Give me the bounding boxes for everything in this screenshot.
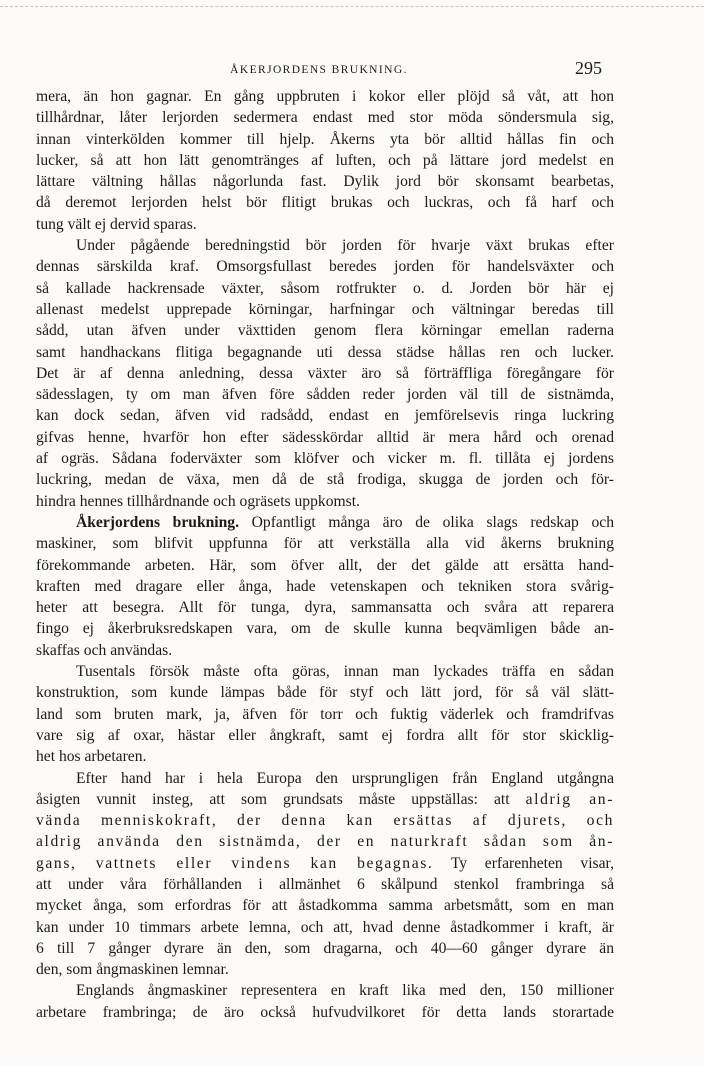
page-number: 295	[575, 58, 602, 78]
text-line: sådd, utan äfven under växttiden genom flera körningar emellan raderna	[36, 322, 614, 340]
spaced-text: aldrig an-	[525, 790, 614, 808]
text-line: arbetare frambringa; de äro också hufvudvilkoret för detta lands storartade	[36, 1003, 614, 1021]
text-line: förekommande arbeten. Här, som öfver allt, der det gälde att ersätta hand-	[36, 556, 614, 574]
top-border-line	[0, 6, 704, 7]
text-line: Efter hand har i hela Europa den ursprungligen från England utgångna	[76, 769, 614, 787]
running-title: ÅKERJORDENS BRUKNING.	[230, 64, 408, 76]
text-line: maskiner, som blifvit uppfunna för att verkställa alla vid åkerns brukning	[36, 535, 614, 553]
text-run: Ty erfarenheten visar,	[450, 854, 614, 872]
text-run: åsigten vunnit insteg, att som grundsats måste uppställas: att	[36, 790, 510, 808]
text-run: Opfantligt många äro de olika slags redskap och	[251, 513, 614, 531]
text-line: gifvas henne, hvarför hon efter sädesskördar alltid är mera hård och orenad	[36, 428, 614, 446]
text-line: så kallade hackrensade växter, såsom rotfrukter o. d. Jorden bör här ej	[36, 279, 614, 297]
text-line: fingo ej åkerbruksredskapen vara, om de skulle kunna beqvämligen både an-	[36, 620, 614, 638]
text-line: heter att besegra. Allt för tunga, dyra, sammansatta och svåra att reparera	[36, 599, 614, 617]
text-line: tillhårdnar, låter lerjorden sedermera endast med stor möda söndersmula sig,	[36, 109, 614, 127]
text-line: innan vinterkölden kommer till hjelp. Åkerns yta bör alltid hållas fin och	[36, 130, 614, 148]
text-line: dennas särskilda kraf. Omsorgsfullast beredes jorden för handelsväxter och	[36, 258, 614, 276]
text-line: aldrig använda den sistnämda, der en naturkraft sådan som ån-	[36, 833, 614, 851]
section-heading: Åkerjordens brukning.	[76, 513, 239, 531]
text-line: luckring, medan de växa, men då de stå frodiga, skugga de jorden och för-	[36, 471, 614, 489]
text-line: kan dock sedan, äfven vid radsådd, endast en jemförelsevis ringa luckring	[36, 407, 614, 425]
text-line: mera, än hon gagnar. En gång uppbruten i kokor eller plöjd så våt, att hon	[36, 88, 614, 105]
text-line-with-spaced	[36, 789, 614, 810]
text-line: då deremot lerjorden helst bör flitigt brukas och luckras, och få harf och	[36, 194, 614, 212]
text-line: den, som ångmaskinen lemnar.	[36, 961, 229, 979]
text-line: Det är af denna anledning, dessa växter äro så förträffliga föregångare för	[36, 364, 614, 382]
text-line: vare sig af oxar, hästar eller ångkraft, samt ej fordra allt för stor skicklig-	[36, 726, 614, 744]
text-line-with-spaced	[36, 853, 614, 874]
text-line: 6 till 7 gånger dyrare än den, som dragarna, och 40—60 gånger dyrare än	[36, 939, 614, 957]
text-line: land som bruten mark, ja, äfven för torr och fuktig väderlek och framdrifvas	[36, 705, 614, 723]
text-line: lättare vältning hållas någorlunda fast. Dylik jord bör skonsamt bearbetas,	[36, 173, 614, 191]
text-line: het hos arbetaren.	[36, 748, 147, 766]
text-line: konstruktion, som kunde lämpas både för styf och lätt jord, för så väl slätt-	[36, 684, 614, 702]
text-line: sädesslagen, ty om man äfven före sådden reder jorden väl till de sistnämda,	[36, 386, 614, 404]
body-text	[36, 86, 614, 1023]
text-line: att under våra förhållanden i allmänhet 6 skålpund stenkol frambringa så	[36, 875, 614, 893]
text-line: skaffas och användas.	[36, 641, 173, 659]
text-line: Tusentals försök måste ofta göras, innan man lyckades träffa en sådan	[76, 663, 614, 681]
text-line: af ogräs. Sådana foderväxter som klöfver och vicker m. fl. tillåta ej jordens	[36, 450, 614, 468]
text-line: allenast medelst upprepade körningar, harfningar och vältningar beredas till	[36, 300, 614, 318]
page-header	[36, 58, 602, 82]
text-line: Englands ångmaskiner representera en kraft lika med den, 150 millioner	[76, 982, 614, 1000]
text-line: mycket ånga, som erfordras för att åstadkomma samma arbetsmått, som en man	[36, 897, 614, 915]
text-line: hindra hennes tillhårdnande och ogräsets uppkomst.	[36, 492, 360, 510]
spaced-text: gans, vattnets eller vindens kan begagnas.	[36, 854, 434, 872]
text-line-with-heading	[36, 512, 614, 533]
text-line: kan under 10 timmars arbete lemna, och att, hvad denne åstadkommer i kraft, är	[36, 918, 614, 936]
text-line: tung vält ej dervid sparas.	[36, 215, 197, 233]
text-line: vända menniskokraft, der denna kan ersättas af djurets, och	[36, 812, 614, 830]
text-line: samt handhackans flitiga begagnande uti dessa städse hållas ren och lucker.	[36, 343, 614, 361]
text-line: Under pågående beredningstid bör jorden för hvarje växt brukas efter	[76, 237, 614, 255]
text-line: lucker, så att hon lätt genomtränges af luften, och på lättare jord medelst en	[36, 151, 614, 169]
text-line: kraften med dragare eller ånga, hade vetenskapen och tekniken stora svårig-	[36, 577, 614, 595]
